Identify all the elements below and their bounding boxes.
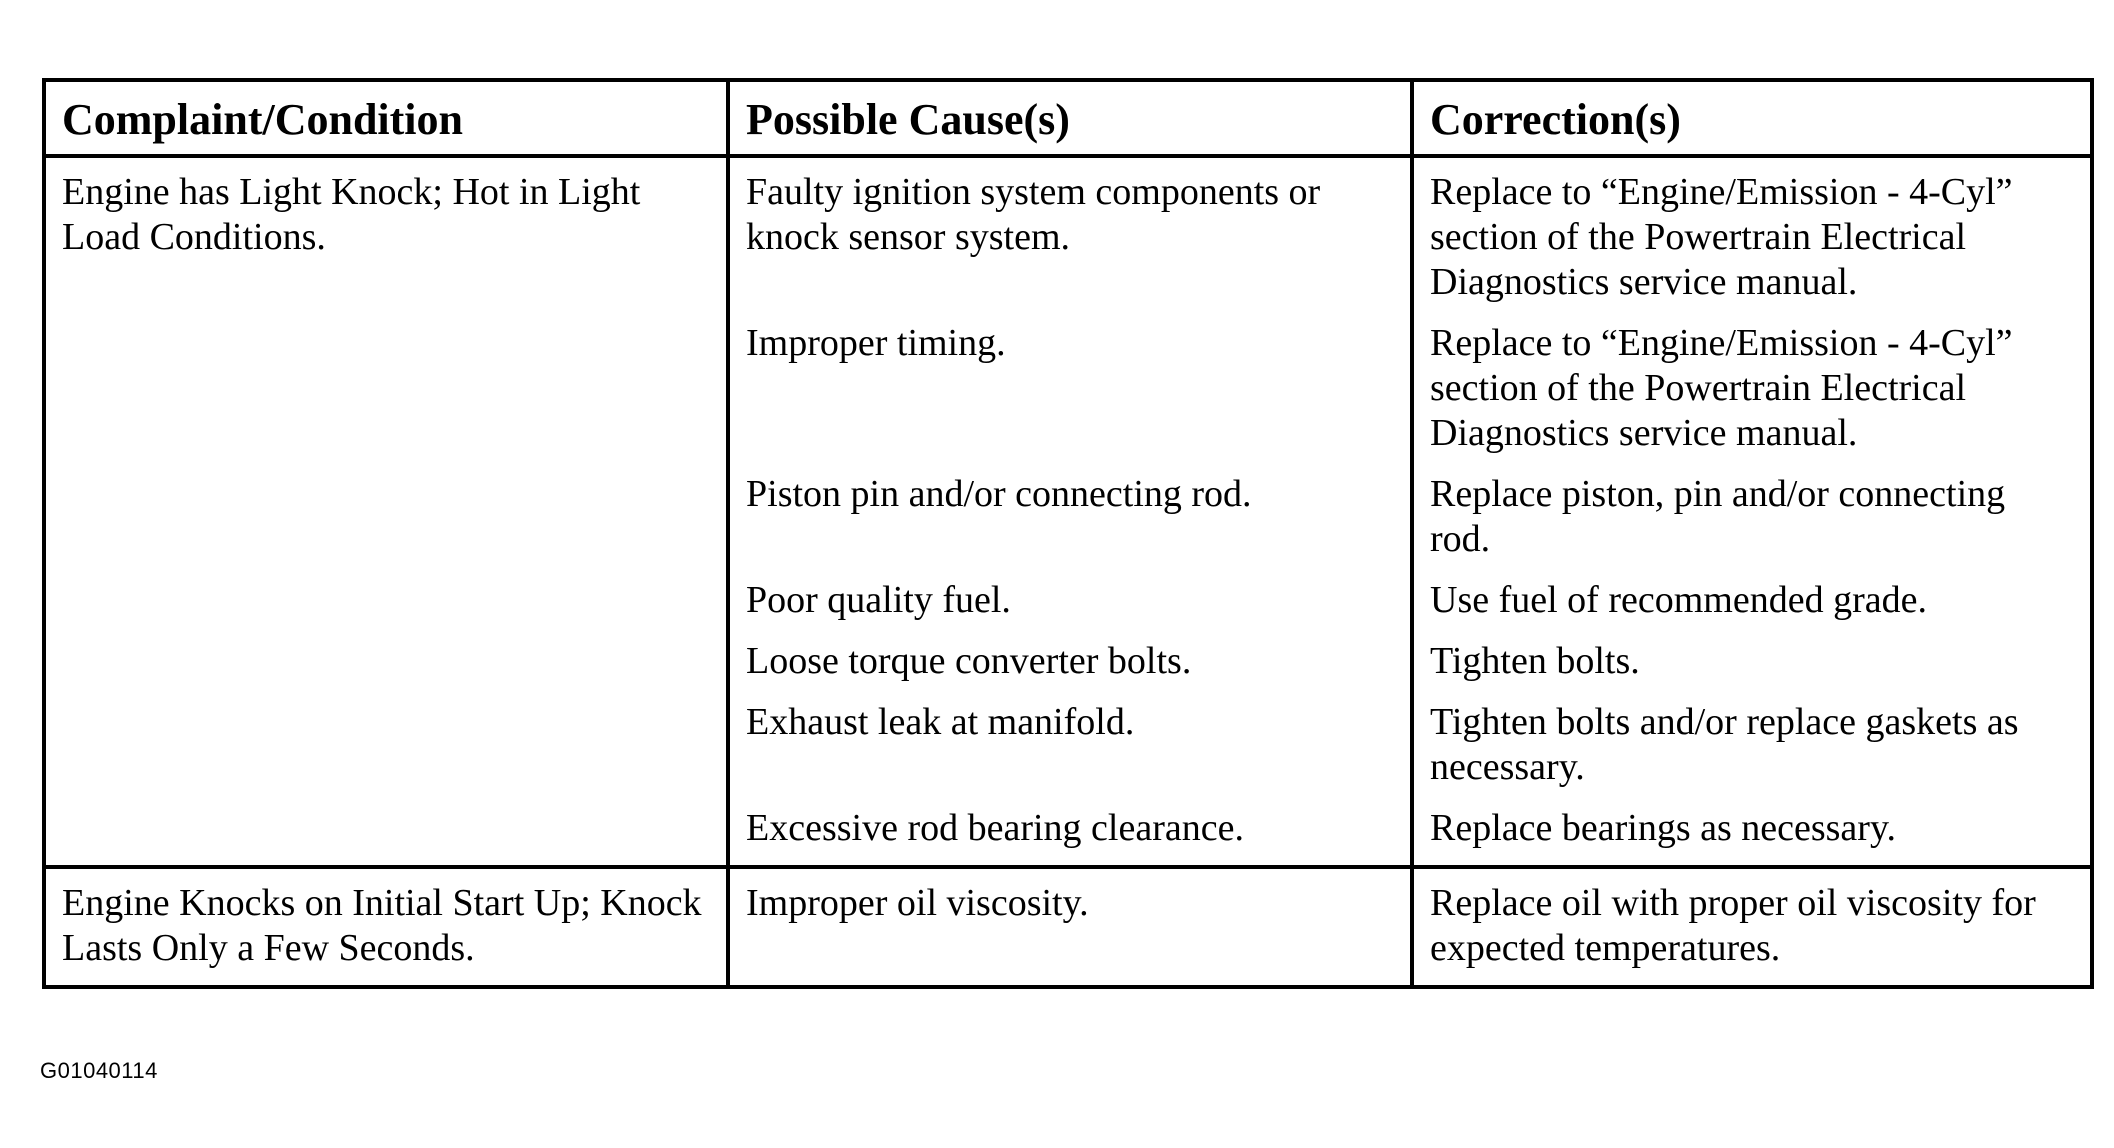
- cause-cell: Excessive rod bearing clearance.: [728, 790, 1412, 867]
- complaint-cell: Engine Knocks on Initial Start Up; Knock Lasts Only a Few Seconds.: [44, 867, 728, 987]
- table-row: [44, 156, 2092, 305]
- correction-cell: Tighten bolts.: [1412, 623, 2092, 684]
- correction-cell: Use fuel of recommended grade.: [1412, 562, 2092, 623]
- complaint-cell: Engine has Light Knock; Hot in Light Load Conditions.: [44, 156, 728, 867]
- cause-cell: Improper timing.: [728, 305, 1412, 456]
- table-row: [44, 867, 2092, 987]
- cause-cell: Exhaust leak at manifold.: [728, 684, 1412, 790]
- header-cause: Possible Cause(s): [728, 80, 1412, 156]
- cause-cell: Improper oil viscosity.: [728, 867, 1412, 987]
- cause-cell: Faulty ignition system components or knock sensor system.: [728, 156, 1412, 305]
- correction-cell: Replace to “Engine/Emission - 4-Cyl” section of the Powertrain Electrical Diagnostics service manual.: [1412, 305, 2092, 456]
- correction-cell: Replace bearings as necessary.: [1412, 790, 2092, 867]
- correction-cell: Replace to “Engine/Emission - 4-Cyl” section of the Powertrain Electrical Diagnostics service manual.: [1412, 156, 2092, 305]
- cause-cell: Poor quality fuel.: [728, 562, 1412, 623]
- correction-cell: Replace oil with proper oil viscosity for expected temperatures.: [1412, 867, 2092, 987]
- correction-cell: Replace piston, pin and/or connecting rod.: [1412, 456, 2092, 562]
- figure-code: G01040114: [40, 1058, 158, 1083]
- header-complaint: Complaint/Condition: [44, 80, 728, 156]
- correction-cell: Tighten bolts and/or replace gaskets as necessary.: [1412, 684, 2092, 790]
- header-row: [44, 80, 2092, 156]
- cause-cell: Loose torque converter bolts.: [728, 623, 1412, 684]
- cause-cell: Piston pin and/or connecting rod.: [728, 456, 1412, 562]
- diagnosis-table: [42, 78, 2094, 989]
- header-correction: Correction(s): [1412, 80, 2092, 156]
